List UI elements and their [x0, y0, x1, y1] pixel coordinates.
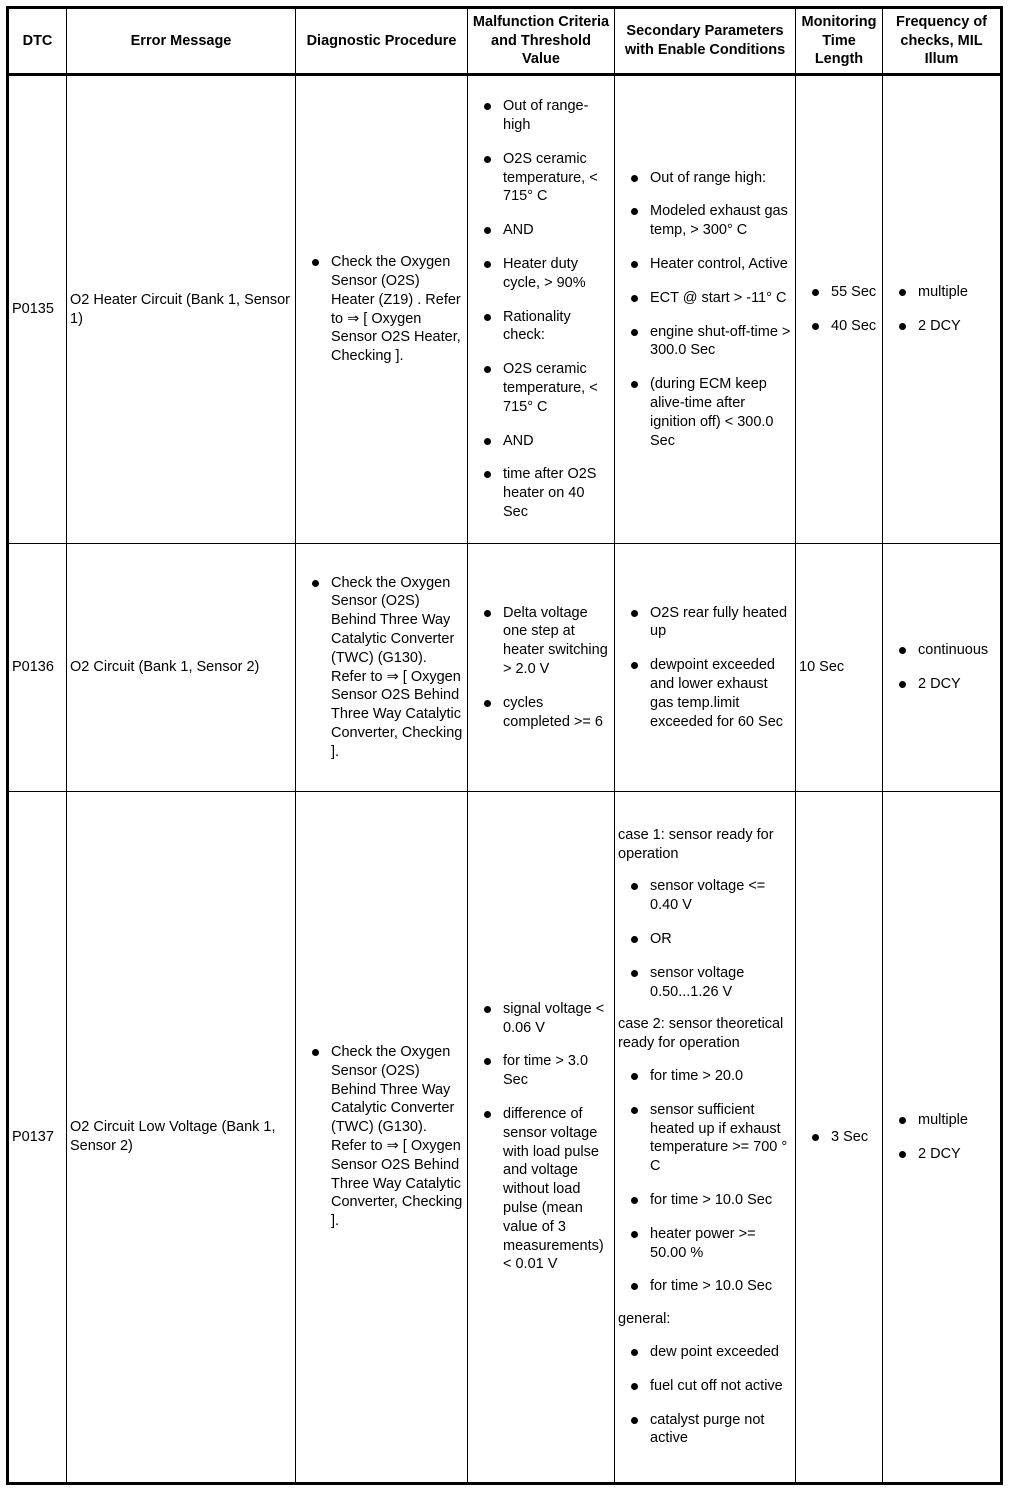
- monitoring-time: [796, 544, 883, 792]
- secondary-item: sensor sufficient heated up if exhaust temperature >= 700 ° C: [618, 1101, 792, 1176]
- header-dtc: DTC: [8, 8, 67, 75]
- malfunction-item: for time > 3.0 Sec: [471, 1052, 611, 1090]
- dtc-code: P0136: [8, 544, 67, 792]
- secondary-item: Out of range high:: [618, 169, 792, 188]
- secondary-list: [618, 1067, 792, 1296]
- secondary-group: [618, 1310, 792, 1448]
- diagnostic-item: Check the Oxygen Sensor (O2S) Behind Three Way Catalytic Converter (TWC) (G130). Refer to ⇒ [ Oxygen Sensor O2S Behind Three Way Catalytic Converter, Checking ].: [299, 574, 464, 762]
- frequency-list: [886, 641, 997, 694]
- diagnostic-procedure: [296, 544, 468, 792]
- header-row: [8, 8, 1002, 75]
- monitoring-item: 55 Sec: [799, 283, 879, 302]
- malfunction-item: Delta voltage one step at heater switching > 2.0 V: [471, 604, 611, 679]
- secondary-item: dewpoint exceeded and lower exhaust gas temp.limit exceeded for 60 Sec: [618, 656, 792, 731]
- dtc-code: P0137: [8, 792, 67, 1484]
- frequency-item: 2 DCY: [886, 675, 997, 694]
- error-message: O2 Circuit Low Voltage (Bank 1, Sensor 2): [67, 792, 296, 1484]
- frequency-item: multiple: [886, 283, 997, 302]
- table-row: [8, 75, 1002, 544]
- secondary-item: OR: [618, 930, 792, 949]
- secondary-group-label: general:: [618, 1311, 671, 1328]
- frequency-item: 2 DCY: [886, 317, 997, 336]
- malfunction-item: Out of range-high: [471, 97, 611, 135]
- malfunction-item: AND: [471, 221, 611, 240]
- secondary-group: [618, 169, 792, 451]
- monitoring-time: [796, 75, 883, 544]
- secondary-item: Modeled exhaust gas temp, > 300° C: [618, 202, 792, 240]
- secondary-item: for time > 10.0 Sec: [618, 1277, 792, 1296]
- dtc-code: P0135: [8, 75, 67, 544]
- monitoring-item: 40 Sec: [799, 317, 879, 336]
- header-malfunction-criteria: Malfunction Criteria and Threshold Value: [468, 8, 615, 75]
- diagnostic-item: Check the Oxygen Sensor (O2S) Behind Three Way Catalytic Converter (TWC) (G130). Refer to ⇒ [ Oxygen Sensor O2S Behind Three Way Catalytic Converter, Checking ].: [299, 1043, 464, 1231]
- malfunction-list: [471, 1000, 611, 1274]
- secondary-item: dew point exceeded: [618, 1343, 792, 1362]
- table-row: [8, 792, 1002, 1484]
- malfunction-criteria: [468, 792, 615, 1484]
- secondary-item: engine shut-off-time > 300.0 Sec: [618, 323, 792, 361]
- malfunction-item: signal voltage < 0.06 V: [471, 1000, 611, 1038]
- monitoring-list: [799, 283, 879, 336]
- malfunction-item: difference of sensor voltage with load pulse and voltage without load pulse (mean value of 3 measurements) < 0.01 V: [471, 1105, 611, 1274]
- secondary-group-label: case 1: sensor ready for operation: [618, 826, 774, 862]
- secondary-item: fuel cut off not active: [618, 1377, 792, 1396]
- diagnostic-list: [299, 253, 464, 366]
- frequency-list: [886, 1111, 997, 1164]
- table-row: [8, 544, 1002, 792]
- diagnostic-item: Check the Oxygen Sensor (O2S) Heater (Z19) . Refer to ⇒ [ Oxygen Sensor O2S Heater, Checking ].: [299, 253, 464, 366]
- secondary-item: (during ECM keep alive-time after ignition off) < 300.0 Sec: [618, 375, 792, 450]
- header-monitoring-time: Monitoring Time Length: [796, 8, 883, 75]
- table-body: [8, 75, 1002, 1484]
- malfunction-criteria: [468, 544, 615, 792]
- dtc-table: [6, 6, 1003, 1485]
- frequency-item: multiple: [886, 1111, 997, 1130]
- frequency: [883, 75, 1002, 544]
- secondary-group: [618, 1015, 792, 1296]
- secondary-item: heater power >= 50.00 %: [618, 1225, 792, 1263]
- frequency-item: continuous: [886, 641, 997, 660]
- frequency: [883, 792, 1002, 1484]
- frequency-list: [886, 283, 997, 336]
- secondary-item: sensor voltage 0.50...1.26 V: [618, 964, 792, 1002]
- frequency: [883, 544, 1002, 792]
- malfunction-item: O2S ceramic temperature, < 715° C: [471, 360, 611, 416]
- monitoring-list: [799, 1128, 879, 1147]
- secondary-item: sensor voltage <= 0.40 V: [618, 877, 792, 915]
- malfunction-item: O2S ceramic temperature, < 715° C: [471, 150, 611, 206]
- diagnostic-procedure: [296, 792, 468, 1484]
- secondary-item: catalyst purge not active: [618, 1411, 792, 1449]
- secondary-parameters: [615, 75, 796, 544]
- header-diagnostic-procedure: Diagnostic Procedure: [296, 8, 468, 75]
- header-frequency: Frequency of checks, MIL Illum: [883, 8, 1002, 75]
- secondary-list: [618, 877, 792, 1001]
- secondary-parameters: [615, 544, 796, 792]
- malfunction-item: Rationality check:: [471, 308, 611, 346]
- malfunction-list: [471, 97, 611, 522]
- secondary-group-label: case 2: sensor theoretical ready for operation: [618, 1016, 784, 1052]
- error-message: O2 Heater Circuit (Bank 1, Sensor 1): [67, 75, 296, 544]
- malfunction-item: time after O2S heater on 40 Sec: [471, 465, 611, 521]
- secondary-item: for time > 20.0: [618, 1067, 792, 1086]
- header-error-message: Error Message: [67, 8, 296, 75]
- diagnostic-list: [299, 1043, 464, 1231]
- error-message: O2 Circuit (Bank 1, Sensor 2): [67, 544, 296, 792]
- monitoring-item: 3 Sec: [799, 1128, 879, 1147]
- monitoring-time-text: 10 Sec: [799, 659, 845, 676]
- malfunction-item: Heater duty cycle, > 90%: [471, 255, 611, 293]
- diagnostic-procedure: [296, 75, 468, 544]
- malfunction-list: [471, 604, 611, 732]
- secondary-parameters: [615, 792, 796, 1484]
- secondary-list: [618, 169, 792, 451]
- secondary-list: [618, 604, 792, 732]
- header-secondary-parameters: Secondary Parameters with Enable Conditions: [615, 8, 796, 75]
- secondary-list: [618, 1343, 792, 1448]
- secondary-item: Heater control, Active: [618, 255, 792, 274]
- malfunction-item: AND: [471, 432, 611, 451]
- malfunction-criteria: [468, 75, 615, 544]
- secondary-item: for time > 10.0 Sec: [618, 1191, 792, 1210]
- secondary-item: O2S rear fully heated up: [618, 604, 792, 642]
- diagnostic-list: [299, 574, 464, 762]
- secondary-group: [618, 604, 792, 732]
- secondary-group: [618, 826, 792, 1002]
- malfunction-item: cycles completed >= 6: [471, 694, 611, 732]
- secondary-item: ECT @ start > -11° C: [618, 289, 792, 308]
- monitoring-time: [796, 792, 883, 1484]
- frequency-item: 2 DCY: [886, 1145, 997, 1164]
